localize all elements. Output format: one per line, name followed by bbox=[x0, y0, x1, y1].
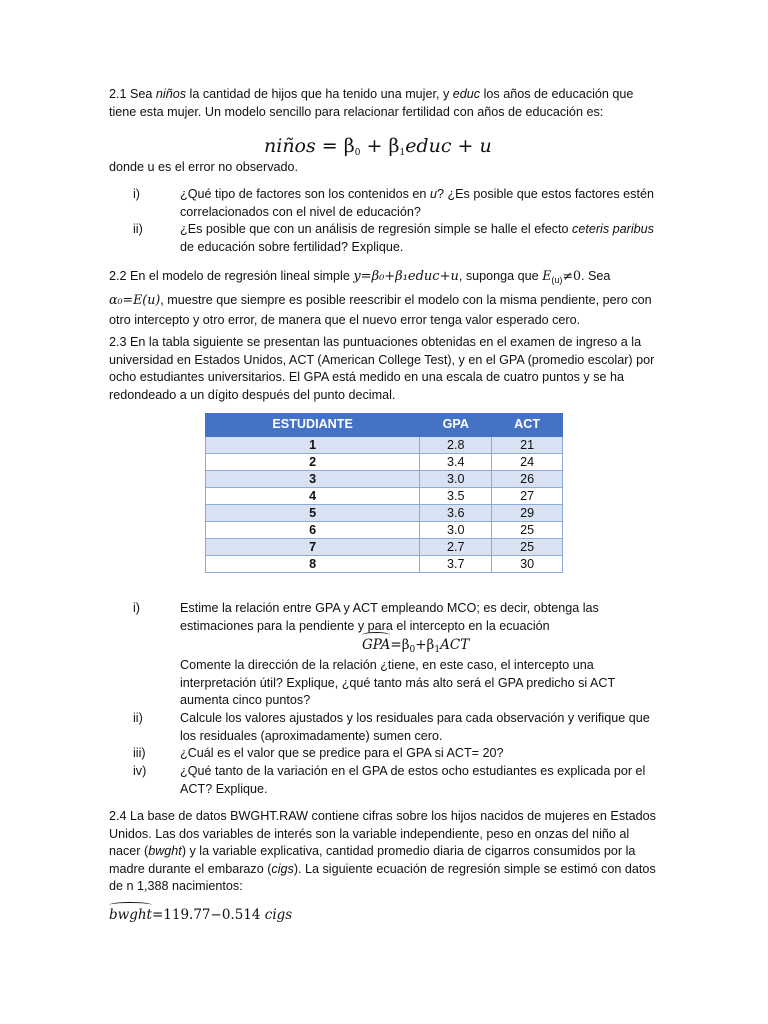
item-text bbox=[180, 221, 656, 256]
table-row bbox=[206, 437, 563, 454]
text: de educación sobre fertilidad? Explique. bbox=[180, 239, 404, 254]
text: ) y la variable explicativa, cantidad promedio diaria de cigarros consumidos por la madre durante el embarazo ( bbox=[109, 844, 636, 876]
table-row bbox=[206, 505, 563, 522]
formula-lhs: niños bbox=[264, 135, 316, 157]
formula-text: + β bbox=[360, 135, 400, 157]
item-number: ii) bbox=[133, 222, 143, 236]
table-cell: 1 bbox=[206, 437, 420, 454]
table-cell: 3.0 bbox=[420, 522, 492, 539]
table-cell: 8 bbox=[206, 556, 420, 573]
item-text bbox=[180, 600, 656, 635]
formula-text: +β bbox=[415, 637, 435, 653]
table-cell: 27 bbox=[492, 488, 563, 505]
text: , muestre que siempre es posible reescribir el modelo con la misma pendiente, pero con otro intercepto y otro error, de manera que el nuevo error tenga valor esperado cero. bbox=[109, 293, 652, 327]
table-cell: 26 bbox=[492, 471, 563, 488]
item-number: iv) bbox=[133, 764, 147, 778]
var-educ: educ bbox=[452, 87, 481, 101]
table-cell: 6 bbox=[206, 522, 420, 539]
text: ¿Qué tanto de la variación en el GPA de estos ocho estudiantes es explicada por el ACT? Explique. bbox=[180, 764, 646, 796]
text: 2.1 Sea bbox=[109, 87, 156, 101]
table-cell: 25 bbox=[492, 522, 563, 539]
formula-text: educ + u bbox=[405, 135, 492, 157]
header-gpa: GPA bbox=[420, 414, 492, 437]
text: Estime la relación entre GPA y ACT empleando MCO; es decir, obtenga las estimaciones para la pendiente y para el intercepto en la ecuación bbox=[180, 601, 599, 633]
subscript: 1 bbox=[434, 645, 441, 655]
table-cell: 25 bbox=[492, 539, 563, 556]
paragraph-2-2 bbox=[109, 266, 657, 330]
formula-gpa-hat bbox=[362, 636, 469, 659]
table-cell: 24 bbox=[492, 454, 563, 471]
table-row bbox=[206, 471, 563, 488]
item-text bbox=[180, 763, 656, 798]
table-row bbox=[206, 488, 563, 505]
subscript: (u) bbox=[551, 275, 563, 285]
text: ¿Cuál es el valor que se predice para el GPA si ACT= 20? bbox=[180, 746, 504, 760]
table-header-row bbox=[206, 414, 563, 437]
formula-text: ACT bbox=[440, 637, 470, 653]
subscript: 0 bbox=[354, 148, 361, 158]
text: 2.3 En la tabla siguiente se presentan las puntuaciones obtenidas en el examen de ingreso a la universidad en Estados Unidos, ACT (American College Test), y en el GPA (promedio escolar) por ocho estudiantes universitarios. El GPA está medido en una escala de cuatro puntos y se ha redondeado a un dígito después del punto decimal. bbox=[109, 335, 655, 402]
table-cell: 7 bbox=[206, 539, 420, 556]
table-cell: 2.7 bbox=[420, 539, 492, 556]
var-bwght: bwght bbox=[148, 844, 182, 858]
table-cell: 3.4 bbox=[420, 454, 492, 471]
paragraph-2-1 bbox=[109, 86, 657, 121]
formula-inline: y=β₀+β₁educ+u bbox=[353, 269, 459, 284]
text: 2.4 La base de datos BWGHT.RAW contiene cifras sobre los hijos nacidos de mujeres en Estados Unidos. Las dos variables de interés son la variable independiente, peso en onzas del niño al nacer ( bbox=[109, 809, 656, 858]
subscript: 0 bbox=[409, 645, 416, 655]
text: ¿Qué tipo de factores son los contenidos en bbox=[180, 187, 430, 201]
text: ? ¿Es posible que estos factores estén correlacionados con el nivel de educación? bbox=[180, 187, 654, 219]
text: donde u es el error no observado. bbox=[109, 160, 299, 174]
table-cell: 30 bbox=[492, 556, 563, 573]
formula-bwght bbox=[109, 906, 292, 924]
var-ninos: niños bbox=[155, 87, 187, 101]
text: , suponga que bbox=[458, 269, 543, 283]
table-row bbox=[206, 556, 563, 573]
table-row bbox=[206, 454, 563, 471]
table-cell: 3.5 bbox=[420, 488, 492, 505]
item-number: ii) bbox=[133, 711, 143, 725]
formula-inline: ≠0 bbox=[562, 268, 581, 283]
table-row bbox=[206, 539, 563, 556]
text: . Sea bbox=[580, 269, 611, 283]
text: los años de educación que tiene esta mujer. Un modelo sencillo para relacionar fertilidad con años de educación es: bbox=[109, 87, 634, 119]
header-act: ACT bbox=[492, 414, 563, 437]
item-text bbox=[180, 186, 656, 221]
ceteris-paribus: ceteris paribus bbox=[572, 222, 654, 236]
table-cell: 2.8 bbox=[420, 437, 492, 454]
table-cell: 21 bbox=[492, 437, 563, 454]
table-cell: 3.7 bbox=[420, 556, 492, 573]
formula-lhs: GPA bbox=[362, 637, 391, 653]
item-text bbox=[180, 657, 656, 710]
text: ¿Es posible que con un análisis de regresión simple se halle el efecto bbox=[180, 222, 573, 236]
header-estudiante: ESTUDIANTE bbox=[206, 414, 420, 437]
table-cell: 29 bbox=[492, 505, 563, 522]
table-row bbox=[206, 522, 563, 539]
item-number: i) bbox=[133, 601, 140, 615]
formula-inline: E bbox=[542, 268, 552, 283]
paragraph-2-3 bbox=[109, 334, 657, 404]
item-text bbox=[180, 745, 656, 763]
text: la cantidad de hijos que ha tenido una mujer, y bbox=[186, 87, 453, 101]
formula-text: = β bbox=[315, 135, 355, 157]
text: 2.2 En el modelo de regresión lineal simple bbox=[109, 269, 354, 283]
item-number: i) bbox=[133, 187, 140, 201]
subscript: 1 bbox=[399, 148, 406, 158]
table-cell: 5 bbox=[206, 505, 420, 522]
item-text bbox=[180, 710, 656, 745]
table-cell: 4 bbox=[206, 488, 420, 505]
formula-lhs: bwght bbox=[109, 907, 152, 923]
formula-inline: α₀=E(u) bbox=[109, 292, 161, 307]
data-table bbox=[205, 413, 563, 573]
paragraph-2-4 bbox=[109, 808, 657, 896]
item-number: iii) bbox=[133, 746, 146, 760]
var-cigs: cigs bbox=[271, 861, 294, 876]
formula-text: =β bbox=[390, 637, 410, 653]
formula-var: cigs bbox=[264, 907, 293, 923]
formula-text: =119.77−0.514 bbox=[151, 907, 265, 923]
text: Comente la dirección de la relación ¿tiene, en este caso, el intercepto una interpretación útil? Explique, ¿qué tanto más alto será el GPA predicho si ACT aumenta cinco puntos? bbox=[180, 658, 615, 707]
var-u: u bbox=[429, 187, 437, 201]
text: Calcule los valores ajustados y los residuales para cada observación y verifique que los residuales (aproximadamente) sumen cero. bbox=[180, 711, 650, 743]
table-cell: 2 bbox=[206, 454, 420, 471]
text-donde bbox=[109, 159, 657, 177]
table-cell: 3.0 bbox=[420, 471, 492, 488]
table-cell: 3 bbox=[206, 471, 420, 488]
table-cell: 3.6 bbox=[420, 505, 492, 522]
text: ). La siguiente ecuación de regresión simple se estimó con datos de n 1,388 nacimientos: bbox=[109, 861, 656, 893]
